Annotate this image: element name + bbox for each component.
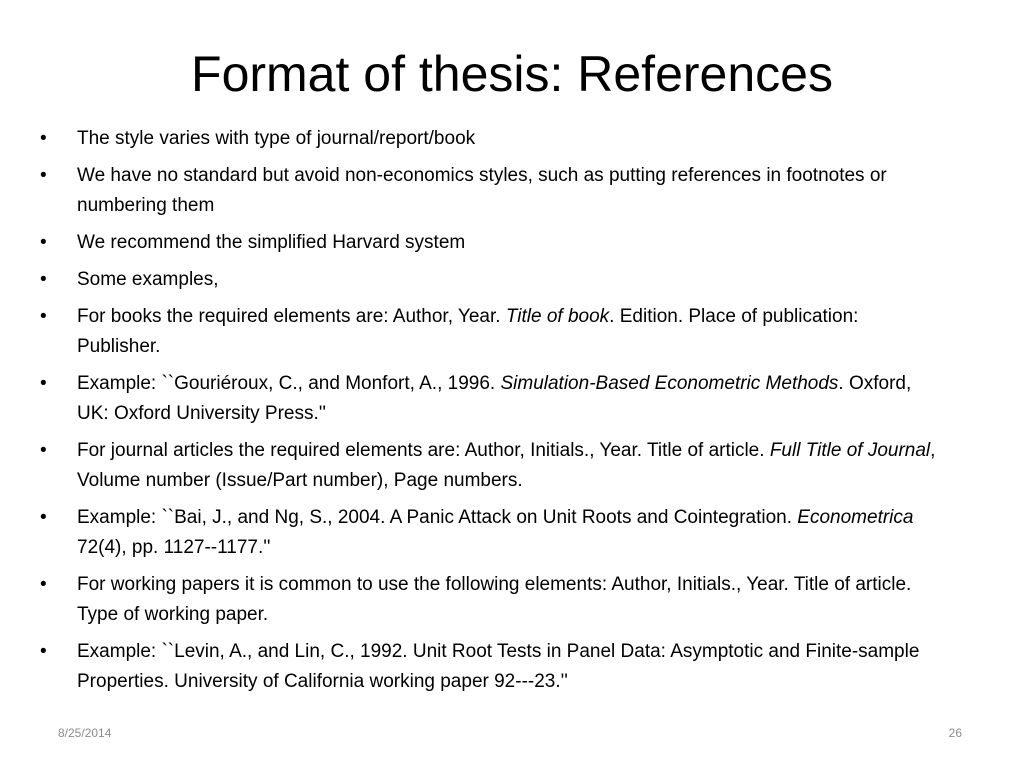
bullet-marker: • [40,128,47,149]
bullet-text-run: For books the required elements are: Author, Year. [77,306,506,327]
footer-date: 8/25/2014 [58,726,112,740]
bullet-text-run: 72(4), pp. 1127--1177.'' [77,537,271,558]
bullet-item [40,436,940,496]
bullet-item [40,228,940,258]
bullet-italic-run: Simulation-Based Econometric Methods [500,373,839,394]
bullet-text-run: , Volume number (Issue/Part number), Page numbers. [77,440,936,491]
bullet-text-run: Example: ``Levin, A., and Lin, C., 1992. Unit Root Tests in Panel Data: Asymptotic and Finite-sample Properties. University of California working paper 92---23.'' [77,641,920,692]
bullet-text-run: Example: ``Bai, J., and Ng, S., 2004. A Panic Attack on Unit Roots and Cointegration. [77,507,798,528]
bullet-text-run: The style varies with type of journal/report/book [77,128,476,149]
bullet-text [77,641,919,692]
bullet-text [77,128,475,149]
bullet-marker: • [40,373,47,394]
bullet-marker: • [40,306,47,327]
bullet-marker: • [40,232,47,253]
bullet-text-run: Example: ``Gouriéroux, C., and Monfort, A., 1996. [77,373,501,394]
bullet-text [77,165,887,216]
bullet-item [40,265,940,295]
bullet-text [77,574,911,625]
bullet-text [77,507,913,558]
bullet-text [77,440,935,491]
bullet-text-run: For working papers it is common to use the following elements: Author, Initials., Year. Title of article. Type of working paper. [77,574,912,625]
bullet-marker: • [40,440,47,461]
bullet-marker: • [40,574,47,595]
bullet-text-run: We recommend the simplified Harvard system [77,232,466,253]
bullet-marker: • [40,165,47,186]
bullet-item [40,161,940,221]
bullet-marker: • [40,641,47,662]
bullet-item [40,570,940,630]
bullet-text-run: For journal articles the required elements are: Author, Initials., Year. Title of article. [77,440,770,461]
bullet-text-run: We have no standard but avoid non-economics styles, such as putting references in footnotes or numbering them [77,165,887,216]
bullet-item [40,124,940,154]
bullet-text-run: . Edition. Place of publication: Publisher. [77,306,859,357]
bullet-text [77,306,858,357]
slide-title: Format of thesis: References [191,46,833,102]
bullet-item [40,637,940,697]
bullet-list [40,124,940,704]
bullet-marker: • [40,269,47,290]
bullet-text [77,373,911,424]
bullet-marker: • [40,507,47,528]
bullet-text-run: Some examples, [77,269,219,290]
bullet-text-run: . Oxford, UK: Oxford University Press.'' [77,373,912,424]
bullet-item [40,503,940,563]
bullet-italic-run: Econometrica [797,507,914,528]
bullet-item [40,302,940,362]
footer-page-number: 26 [948,726,962,740]
bullet-italic-run: Title of book [505,306,610,327]
bullet-italic-run: Full Title of Journal [769,440,931,461]
bullet-item [40,369,940,429]
bullet-text [77,232,465,253]
bullet-text [77,269,219,290]
